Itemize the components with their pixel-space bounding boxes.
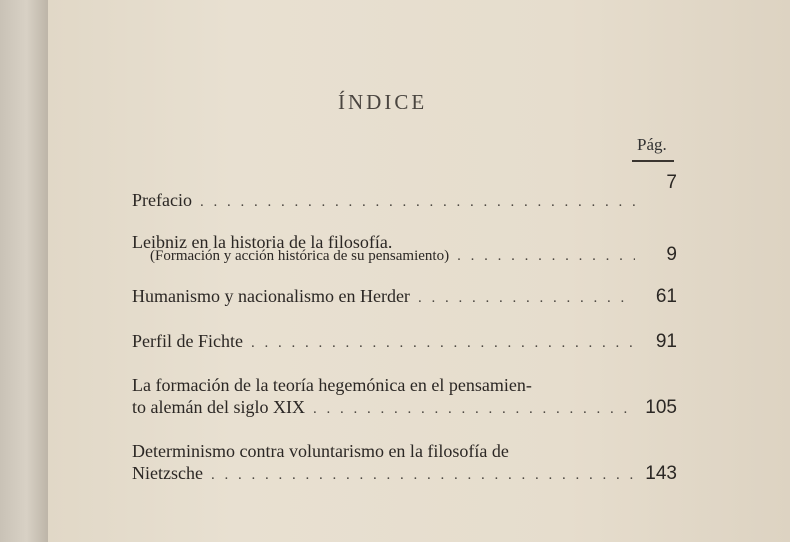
- toc-entry-hegemonica-cont: [132, 397, 677, 419]
- toc-entry-title: Humanismo y nacionalismo en Herder: [132, 286, 410, 306]
- toc-entry-nietzsche-cont: [132, 463, 677, 485]
- toc-entry-page: 91: [655, 331, 677, 352]
- toc-entry-title: Determinismo contra voluntarismo en la filosofía de: [132, 441, 509, 461]
- page-column-label: Pág.: [637, 135, 667, 154]
- leader-dots: [200, 194, 635, 211]
- toc-entry-page: 105: [645, 397, 677, 418]
- toc-entry-fichte: [132, 331, 677, 353]
- toc-entry-title: Prefacio: [132, 190, 192, 210]
- leader-dots: [211, 467, 635, 484]
- century-numeral: XIX: [272, 397, 305, 417]
- leader-dots: [457, 248, 635, 265]
- toc-entry-title: Perfil de Fichte: [132, 331, 243, 351]
- toc-entry-nietzsche: [132, 441, 677, 462]
- leader-dots: [251, 335, 635, 352]
- leader-dots: [418, 290, 635, 307]
- toc-entry-page: 7: [666, 172, 677, 193]
- page-title: ÍNDICE: [338, 90, 428, 114]
- toc-entry-subtitle: (Formación y acción histórica de su pensamiento): [150, 248, 450, 264]
- toc-entry-page: 9: [666, 244, 677, 265]
- leader-dots: [313, 401, 635, 418]
- toc-entry-title: La formación de la teoría hegemónica en el pensamien-: [132, 375, 532, 395]
- page-column-rule: [632, 160, 674, 162]
- toc-entry-page: 143: [645, 463, 677, 484]
- toc-entry-title-cont: to alemán del siglo XIX: [132, 397, 305, 417]
- toc-entry-hegemonica: [132, 375, 677, 396]
- toc-entry-prefacio: [132, 172, 677, 212]
- book-spine-edge: [0, 0, 48, 542]
- toc-entry-herder: [132, 286, 677, 308]
- toc-entry-page: 61: [655, 286, 677, 307]
- toc-entry-leibniz-sub: [150, 244, 677, 266]
- toc-entry-title-cont: Nietzsche: [132, 463, 203, 483]
- toc-entry-title: Leibniz en la historia de la filosofía.: [132, 232, 393, 252]
